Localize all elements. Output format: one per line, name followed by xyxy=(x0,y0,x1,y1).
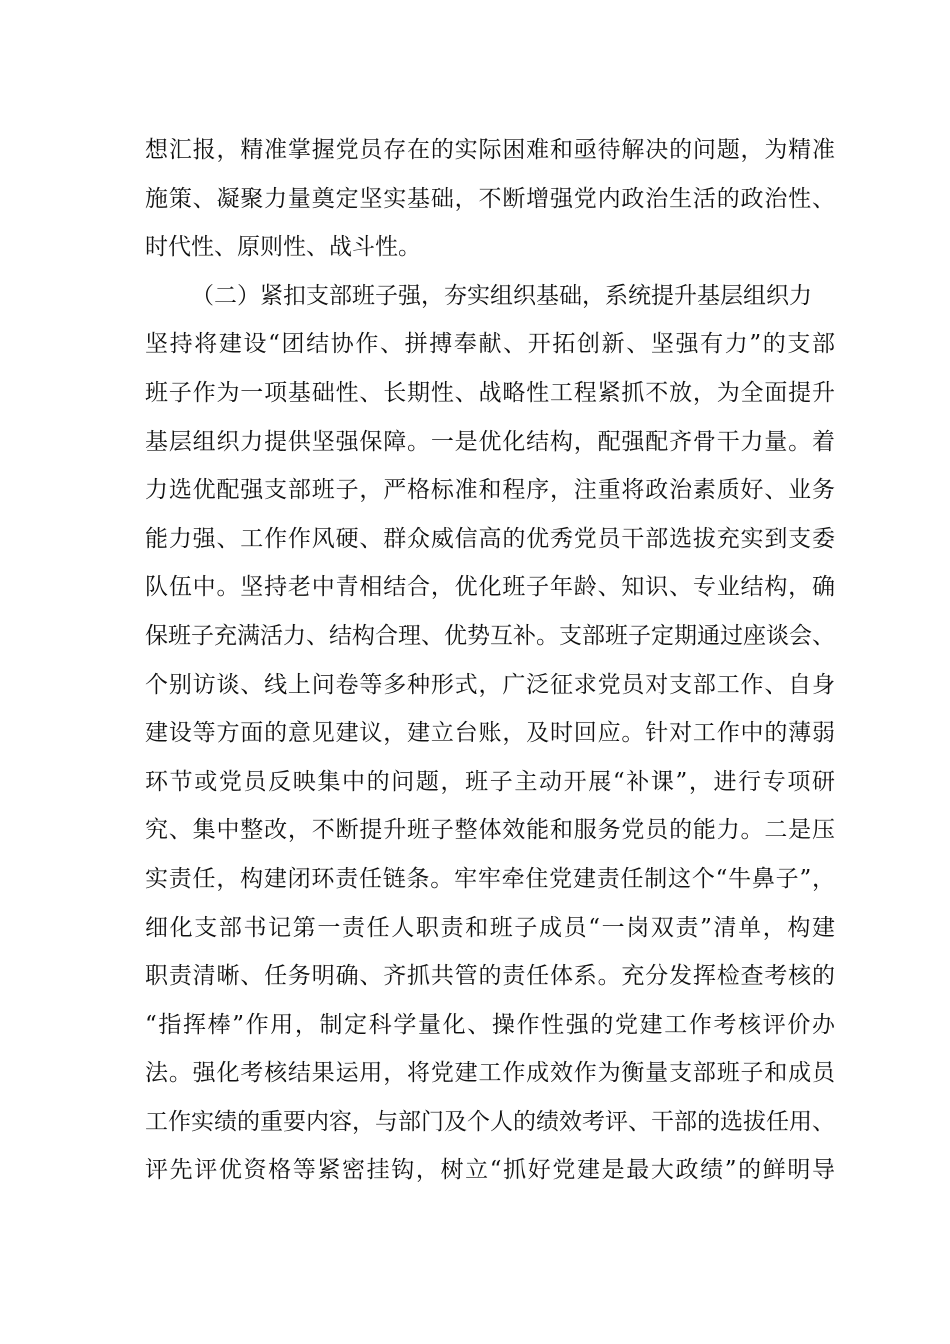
text-line: 环节或党员反映集中的问题，班子主动开展“补课”，进行专项研 xyxy=(145,768,835,795)
text-line: 工作实绩的重要内容，与部门及个人的绩效考评、干部的选拔任用、 xyxy=(145,1108,835,1135)
text-line: 施策、凝聚力量奠定坚实基础，不断增强党内政治生活的政治性、 xyxy=(145,185,835,212)
text-line: 坚持将建设“团结协作、拼搏奉献、开拓创新、坚强有力”的支部 xyxy=(145,331,835,358)
text-line: 法。强化考核结果运用，将党建工作成效作为衡量支部班子和成员 xyxy=(145,1060,835,1087)
text-line: 职责清晰、任务明确、齐抓共管的责任体系。充分发挥检查考核的 xyxy=(145,963,835,990)
text-line: 实责任，构建闭环责任链条。牢牢牵住党建责任制这个“牛鼻子”， xyxy=(145,865,835,892)
text-line: 保班子充满活力、结构合理、优势互补。支部班子定期通过座谈会、 xyxy=(145,622,835,649)
text-line: 究、集中整改，不断提升班子整体效能和服务党员的能力。二是压 xyxy=(145,817,835,844)
text-line: 建设等方面的意见建议，建立台账，及时回应。针对工作中的薄弱 xyxy=(145,720,835,747)
text-line: 时代性、原则性、战斗性。 xyxy=(145,234,421,261)
text-line: 能力强、工作作风硬、群众威信高的优秀党员干部选拔充实到支委 xyxy=(145,525,835,552)
body-text xyxy=(145,126,835,1195)
text-line: 力选优配强支部班子，严格标准和程序，注重将政治素质好、业务 xyxy=(145,477,835,504)
text-line: 班子作为一项基础性、长期性、战略性工程紧抓不放，为全面提升 xyxy=(145,379,835,406)
text-line: 细化支部书记第一责任人职责和班子成员“一岗双责”清单，构建 xyxy=(145,914,835,941)
text-line: 队伍中。坚持老中青相结合，优化班子年龄、知识、专业结构，确 xyxy=(145,574,835,601)
text-line: 基层组织力提供坚强保障。一是优化结构，配强配齐骨干力量。着 xyxy=(145,428,835,455)
text-line: 个别访谈、线上问卷等多种形式，广泛征求党员对支部工作、自身 xyxy=(145,671,835,698)
text-line: 想汇报，精准掌握党员存在的实际困难和亟待解决的问题，为精准 xyxy=(145,137,835,163)
text-line: “指挥棒”作用，制定科学量化、操作性强的党建工作考核评价办 xyxy=(145,1011,835,1038)
text-line: 评先评优资格等紧密挂钩，树立“抓好党建是最大政绩”的鲜明导 xyxy=(145,1157,835,1184)
section-heading: （二）紧扣支部班子强，夯实组织基础，系统提升基层组织力 xyxy=(191,282,812,309)
